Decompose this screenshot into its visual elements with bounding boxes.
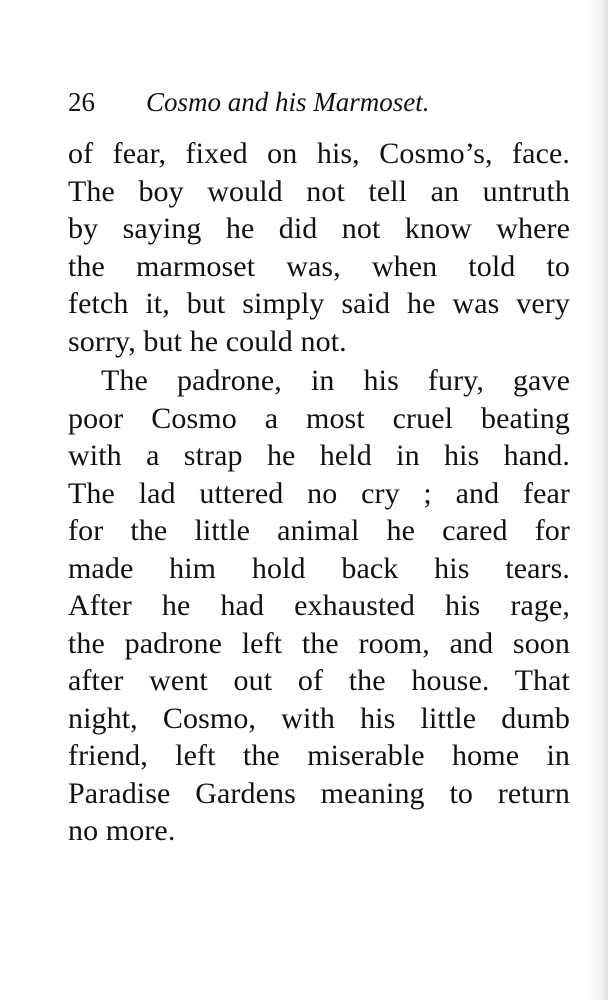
text-line: no more.	[68, 814, 176, 847]
body-text	[68, 135, 570, 850]
text-line: After he had exhausted his rage,	[68, 589, 570, 622]
text-line: The boy would not tell an untruth	[68, 174, 570, 208]
text-line: of fear, fixed on his, Cosmo’s, face.	[68, 137, 570, 170]
text-line: The padrone, in his fury, gave	[101, 364, 570, 397]
page-edge-shadow	[586, 0, 608, 1000]
text-line: for the little animal he cared for	[68, 514, 570, 547]
text-line: after went out of the house. That	[68, 664, 570, 697]
text-line: Paradise Gardens meaning to return	[68, 776, 570, 810]
text-line: friend, left the miserable home in	[68, 739, 570, 772]
text-line: poor Cosmo a most cruel beating	[68, 401, 570, 435]
text-line: made him hold back his tears.	[68, 551, 570, 585]
text-line: with a strap he held in his hand.	[68, 439, 570, 472]
text-line: by saying he did not know where	[68, 212, 570, 245]
text-line: the padrone left the room, and soon	[68, 626, 570, 660]
text-line: The lad uttered no cry ; and fear	[68, 476, 570, 510]
text-line: fetch it, but simply said he was very	[68, 287, 570, 320]
text-line: the marmoset was, when told to	[68, 249, 570, 283]
text-line: sorry, but he could not.	[68, 324, 347, 358]
page-number: 26	[68, 87, 95, 117]
text-line: night, Cosmo, with his little dumb	[68, 701, 570, 735]
page-header	[68, 84, 508, 120]
running-title: Cosmo and his Marmoset.	[146, 87, 430, 117]
